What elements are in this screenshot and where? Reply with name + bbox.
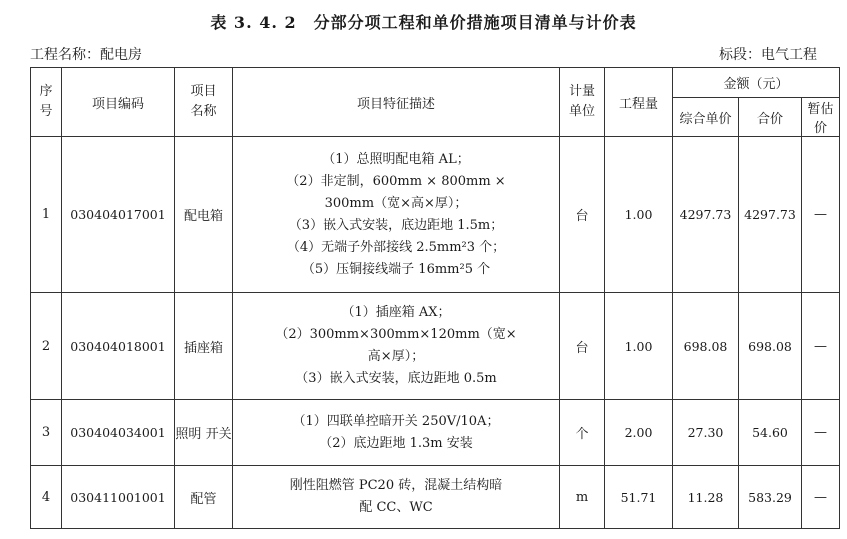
desc-line: （4）无端子外部接线 2.5mm²3 个； (286, 239, 506, 255)
desc-line: （1）插座箱 AX； (341, 305, 451, 320)
cell-provisional: — (802, 466, 840, 529)
header-code: 项目编码 (62, 68, 175, 137)
desc-line: （1）四联单控暗开关 250V/10A； (292, 413, 500, 429)
cell-desc (233, 400, 560, 466)
cell-seq: 1 (31, 137, 62, 293)
header-unit-line: 计量 (568, 84, 595, 99)
cell-code: 030411001001 (62, 466, 175, 529)
cell-provisional: — (802, 400, 840, 466)
cell-code: 030404017001 (62, 137, 175, 293)
cell-total: 583.29 (739, 466, 802, 529)
cell-name: 配管 (175, 466, 233, 529)
header-name-line: 项目 (190, 84, 217, 99)
header-unit-line: 单位 (568, 104, 595, 119)
cell-code: 030404034001 (62, 400, 175, 466)
cell-unit-price: 11.28 (673, 466, 739, 529)
desc-line: （3）嵌入式安装，底边距地 1.5m； (288, 217, 504, 233)
cell-qty: 1.00 (605, 293, 673, 400)
cell-total: 4297.73 (739, 137, 802, 293)
header-provisional: 暂估价 (802, 98, 840, 137)
cell-seq: 2 (31, 293, 62, 400)
desc-line: 300mm（宽×高×厚）； (324, 195, 468, 211)
desc-line: （2）300mm×300mm×120mm（宽× (275, 327, 517, 342)
section-label: 标段：电气工程 (719, 47, 817, 63)
cell-provisional: — (802, 137, 840, 293)
cell-total: 698.08 (739, 293, 802, 400)
cell-name: 插座箱 (175, 293, 233, 400)
header-name (175, 68, 233, 137)
desc-line: （5）压铜接线端子 16mm²5 个 (301, 261, 491, 277)
project-name: 工程名称：配电房 (30, 47, 142, 63)
table-title: 表 3. 4. 2 分部分项工程和单价措施项目清单与计价表 (210, 13, 637, 32)
cell-desc (233, 466, 560, 529)
header-desc: 项目特征描述 (233, 68, 560, 137)
desc-line: 配 CC、WC (359, 500, 433, 515)
desc-line: （1）总照明配电箱 AL； (322, 151, 470, 167)
cell-provisional: — (802, 293, 840, 400)
cell-qty: 2.00 (605, 400, 673, 466)
bill-of-quantities-table (30, 67, 840, 529)
cell-name (175, 400, 233, 466)
header-seq-line: 号 (39, 104, 53, 119)
header-amount: 金额（元） (673, 68, 840, 98)
header-unit-price: 综合单价 (673, 98, 739, 137)
name-line: 照明 (175, 427, 202, 442)
header-name-line: 名称 (190, 104, 217, 119)
cell-unit: 个 (560, 400, 605, 466)
cell-total: 54.60 (739, 400, 802, 466)
cell-seq: 3 (31, 400, 62, 466)
cell-seq: 4 (31, 466, 62, 529)
cell-name: 配电箱 (175, 137, 233, 293)
desc-line: （2）非定制，600mm × 800mm × (286, 173, 506, 189)
cell-unit: 台 (560, 293, 605, 400)
desc-line: 刚性阻燃管 PC20 砖，混凝土结构暗 (289, 478, 503, 493)
desc-line: （3）嵌入式安装，底边距地 0.5m (295, 371, 497, 386)
cell-desc (233, 137, 560, 293)
table-row (31, 466, 840, 529)
desc-line: 高×厚）； (367, 349, 425, 364)
cell-qty: 1.00 (605, 137, 673, 293)
header-total: 合价 (739, 98, 802, 137)
header-qty: 工程量 (605, 68, 673, 137)
cell-code: 030404018001 (62, 293, 175, 400)
header-seq-line: 序 (39, 84, 53, 99)
cell-unit: 台 (560, 137, 605, 293)
header-row (31, 68, 840, 98)
cell-qty: 51.71 (605, 466, 673, 529)
desc-line: （2）底边距地 1.3m 安装 (319, 435, 473, 451)
cell-desc (233, 293, 560, 400)
header-seq (31, 68, 62, 137)
header-unit (560, 68, 605, 137)
cell-unit-price: 4297.73 (673, 137, 739, 293)
name-line: 开关 (205, 427, 232, 442)
cell-unit: m (560, 466, 605, 529)
cell-unit-price: 27.30 (673, 400, 739, 466)
table-row (31, 137, 840, 293)
table-row (31, 400, 840, 466)
cell-unit-price: 698.08 (673, 293, 739, 400)
table-row (31, 293, 840, 400)
